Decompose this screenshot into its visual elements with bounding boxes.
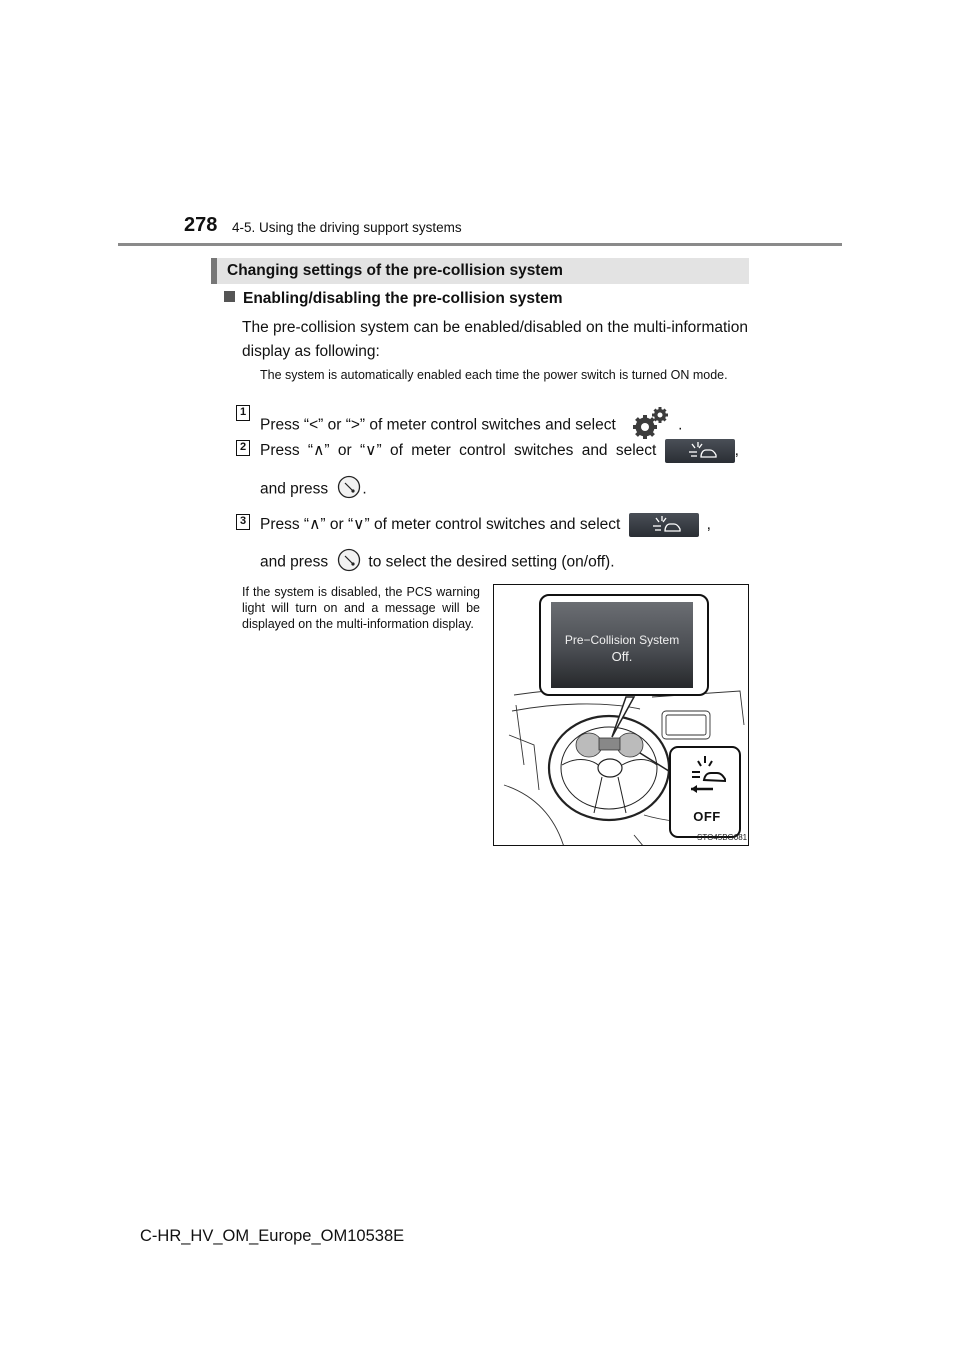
sub-heading-text: Enabling/disabling the pre-collision system	[243, 290, 563, 307]
section-title: 4-5. Using the driving support systems	[232, 220, 462, 235]
figure-code: STO45BG081	[697, 833, 748, 842]
step-3-end: ,	[706, 516, 711, 534]
enter-button-icon	[336, 474, 362, 505]
step-3-line-2	[260, 547, 615, 578]
dashboard-illustration	[493, 584, 749, 846]
enter-button-icon	[336, 547, 362, 578]
footer-document-id: C-HR_HV_OM_Europe_OM10538E	[140, 1227, 405, 1245]
step-1-text: Press “<” or “>” of meter control switches and select	[260, 416, 616, 434]
screen-message-line-1: Pre−Collision System	[564, 633, 680, 647]
header-rule	[118, 243, 842, 246]
intro-paragraph: The pre-collision system can be enabled/disabled on the multi-information display as following:	[242, 319, 748, 360]
step-2-line-1	[260, 439, 739, 463]
step-3-press: and press	[260, 553, 329, 571]
indicator-off-text: OFF	[693, 809, 721, 824]
step-2-end: ,	[734, 442, 739, 460]
step-3-line-1	[260, 513, 711, 537]
pcs-setting-icon	[629, 513, 699, 537]
step-2-text: Press “∧” or “∨” of meter control switches and select	[260, 442, 657, 460]
step-number-1: 1	[236, 405, 250, 421]
step-2-line-2	[260, 474, 367, 505]
screen-message-line-2: Off.	[611, 649, 633, 664]
page-number: 278	[184, 214, 218, 236]
box-heading: Changing settings of the pre-collision system	[211, 258, 749, 284]
step-2-dot: .	[362, 480, 367, 498]
step-number-3: 3	[236, 514, 250, 530]
step-number-2: 2	[236, 440, 250, 456]
figure-caption: If the system is disabled, the PCS warning light will turn on and a message will be displayed on the multi-information display.	[242, 585, 480, 631]
step-3-rest: to select the desired setting (on/off).	[368, 553, 615, 571]
pcs-warning-icon	[690, 809, 724, 827]
sub-heading	[224, 290, 563, 308]
pcs-setting-icon	[665, 439, 735, 463]
square-bullet-icon	[224, 291, 235, 302]
step-1-end: .	[678, 416, 683, 434]
step-2-press: and press	[260, 480, 329, 498]
note-text: The system is automatically enabled each time the power switch is turned ON mode.	[260, 368, 728, 382]
step-3-text: Press “∧” or “∨” of meter control switches and select	[260, 516, 621, 534]
